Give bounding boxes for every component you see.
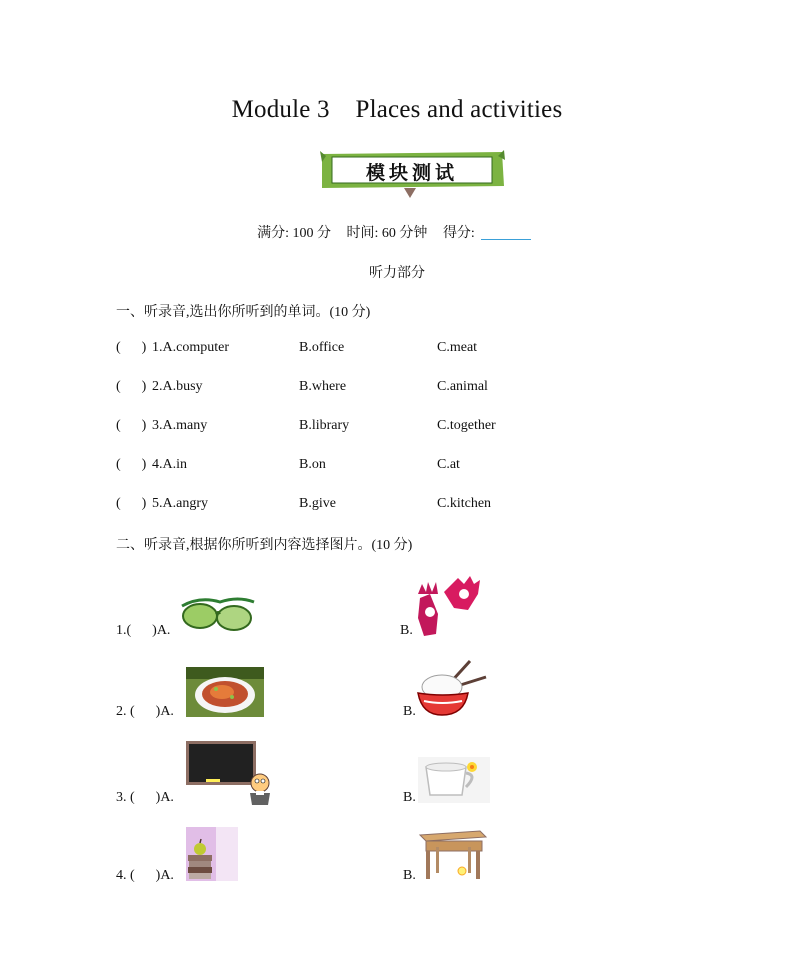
option-b: B.give — [299, 496, 336, 511]
item-2-b-label: B. — [403, 704, 416, 719]
listening-section-title: 听力部分 — [369, 266, 425, 281]
noodle-dish-image[interactable] — [186, 667, 264, 717]
answer-blank[interactable]: ( ) — [116, 340, 147, 355]
desk-image[interactable] — [418, 829, 488, 881]
option-c: C.animal — [437, 379, 488, 394]
option-a: 3.A.many — [152, 418, 208, 433]
part2-heading: 二、听录音,根据你所听到内容选择图片。(10 分) — [116, 538, 413, 553]
option-c: C.together — [437, 418, 496, 433]
item-2-a-label: 2. ( )A. — [116, 704, 174, 719]
option-b: B.on — [299, 457, 326, 472]
gloves-image[interactable] — [414, 574, 484, 638]
answer-blank[interactable]: ( ) — [116, 379, 147, 394]
item-1-a-label: 1.( )A. — [116, 623, 171, 638]
time-limit: 时间: 60 分钟 — [346, 226, 428, 241]
blackboard-teacher-image[interactable] — [186, 739, 272, 805]
item-4-b-label: B. — [403, 868, 416, 883]
item-1-b-label: B. — [400, 623, 413, 638]
score-label: 得分: — [443, 226, 537, 241]
option-c: C.at — [437, 457, 460, 472]
option-b: B.library — [299, 418, 350, 433]
option-a: 5.A.angry — [152, 496, 208, 511]
answer-blank[interactable]: ( ) — [116, 418, 147, 433]
module-test-badge — [318, 148, 506, 200]
item-3-a-label: 3. ( )A. — [116, 790, 174, 805]
full-score: 满分: 100 分 — [257, 226, 332, 241]
list-item — [116, 379, 676, 399]
page-title: Module 3 Places and activities — [231, 96, 563, 123]
option-a: 2.A.busy — [152, 379, 203, 394]
answer-blank[interactable]: ( ) — [116, 496, 147, 511]
option-b: B.office — [299, 340, 345, 355]
badge-text: 模块测试 — [365, 162, 458, 184]
option-a: 1.A.computer — [152, 340, 229, 355]
item-4-a-label: 4. ( )A. — [116, 868, 174, 883]
option-a: 4.A.in — [152, 457, 187, 472]
cup-image[interactable] — [418, 757, 490, 803]
score-blank[interactable] — [481, 225, 531, 240]
rice-bowl-image[interactable] — [416, 657, 490, 719]
option-c: C.meat — [437, 340, 478, 355]
score-info — [0, 222, 794, 242]
list-item — [116, 418, 676, 438]
sunglasses-image[interactable] — [180, 592, 256, 636]
list-item — [116, 340, 676, 360]
item-3-b-label: B. — [403, 790, 416, 805]
answer-blank[interactable]: ( ) — [116, 457, 147, 472]
books-apple-image[interactable] — [186, 827, 238, 881]
part1-heading: 一、听录音,选出你所听到的单词。(10 分) — [116, 305, 371, 320]
option-c: C.kitchen — [437, 496, 492, 511]
list-item — [116, 496, 676, 516]
list-item — [116, 457, 676, 477]
option-b: B.where — [299, 379, 347, 394]
